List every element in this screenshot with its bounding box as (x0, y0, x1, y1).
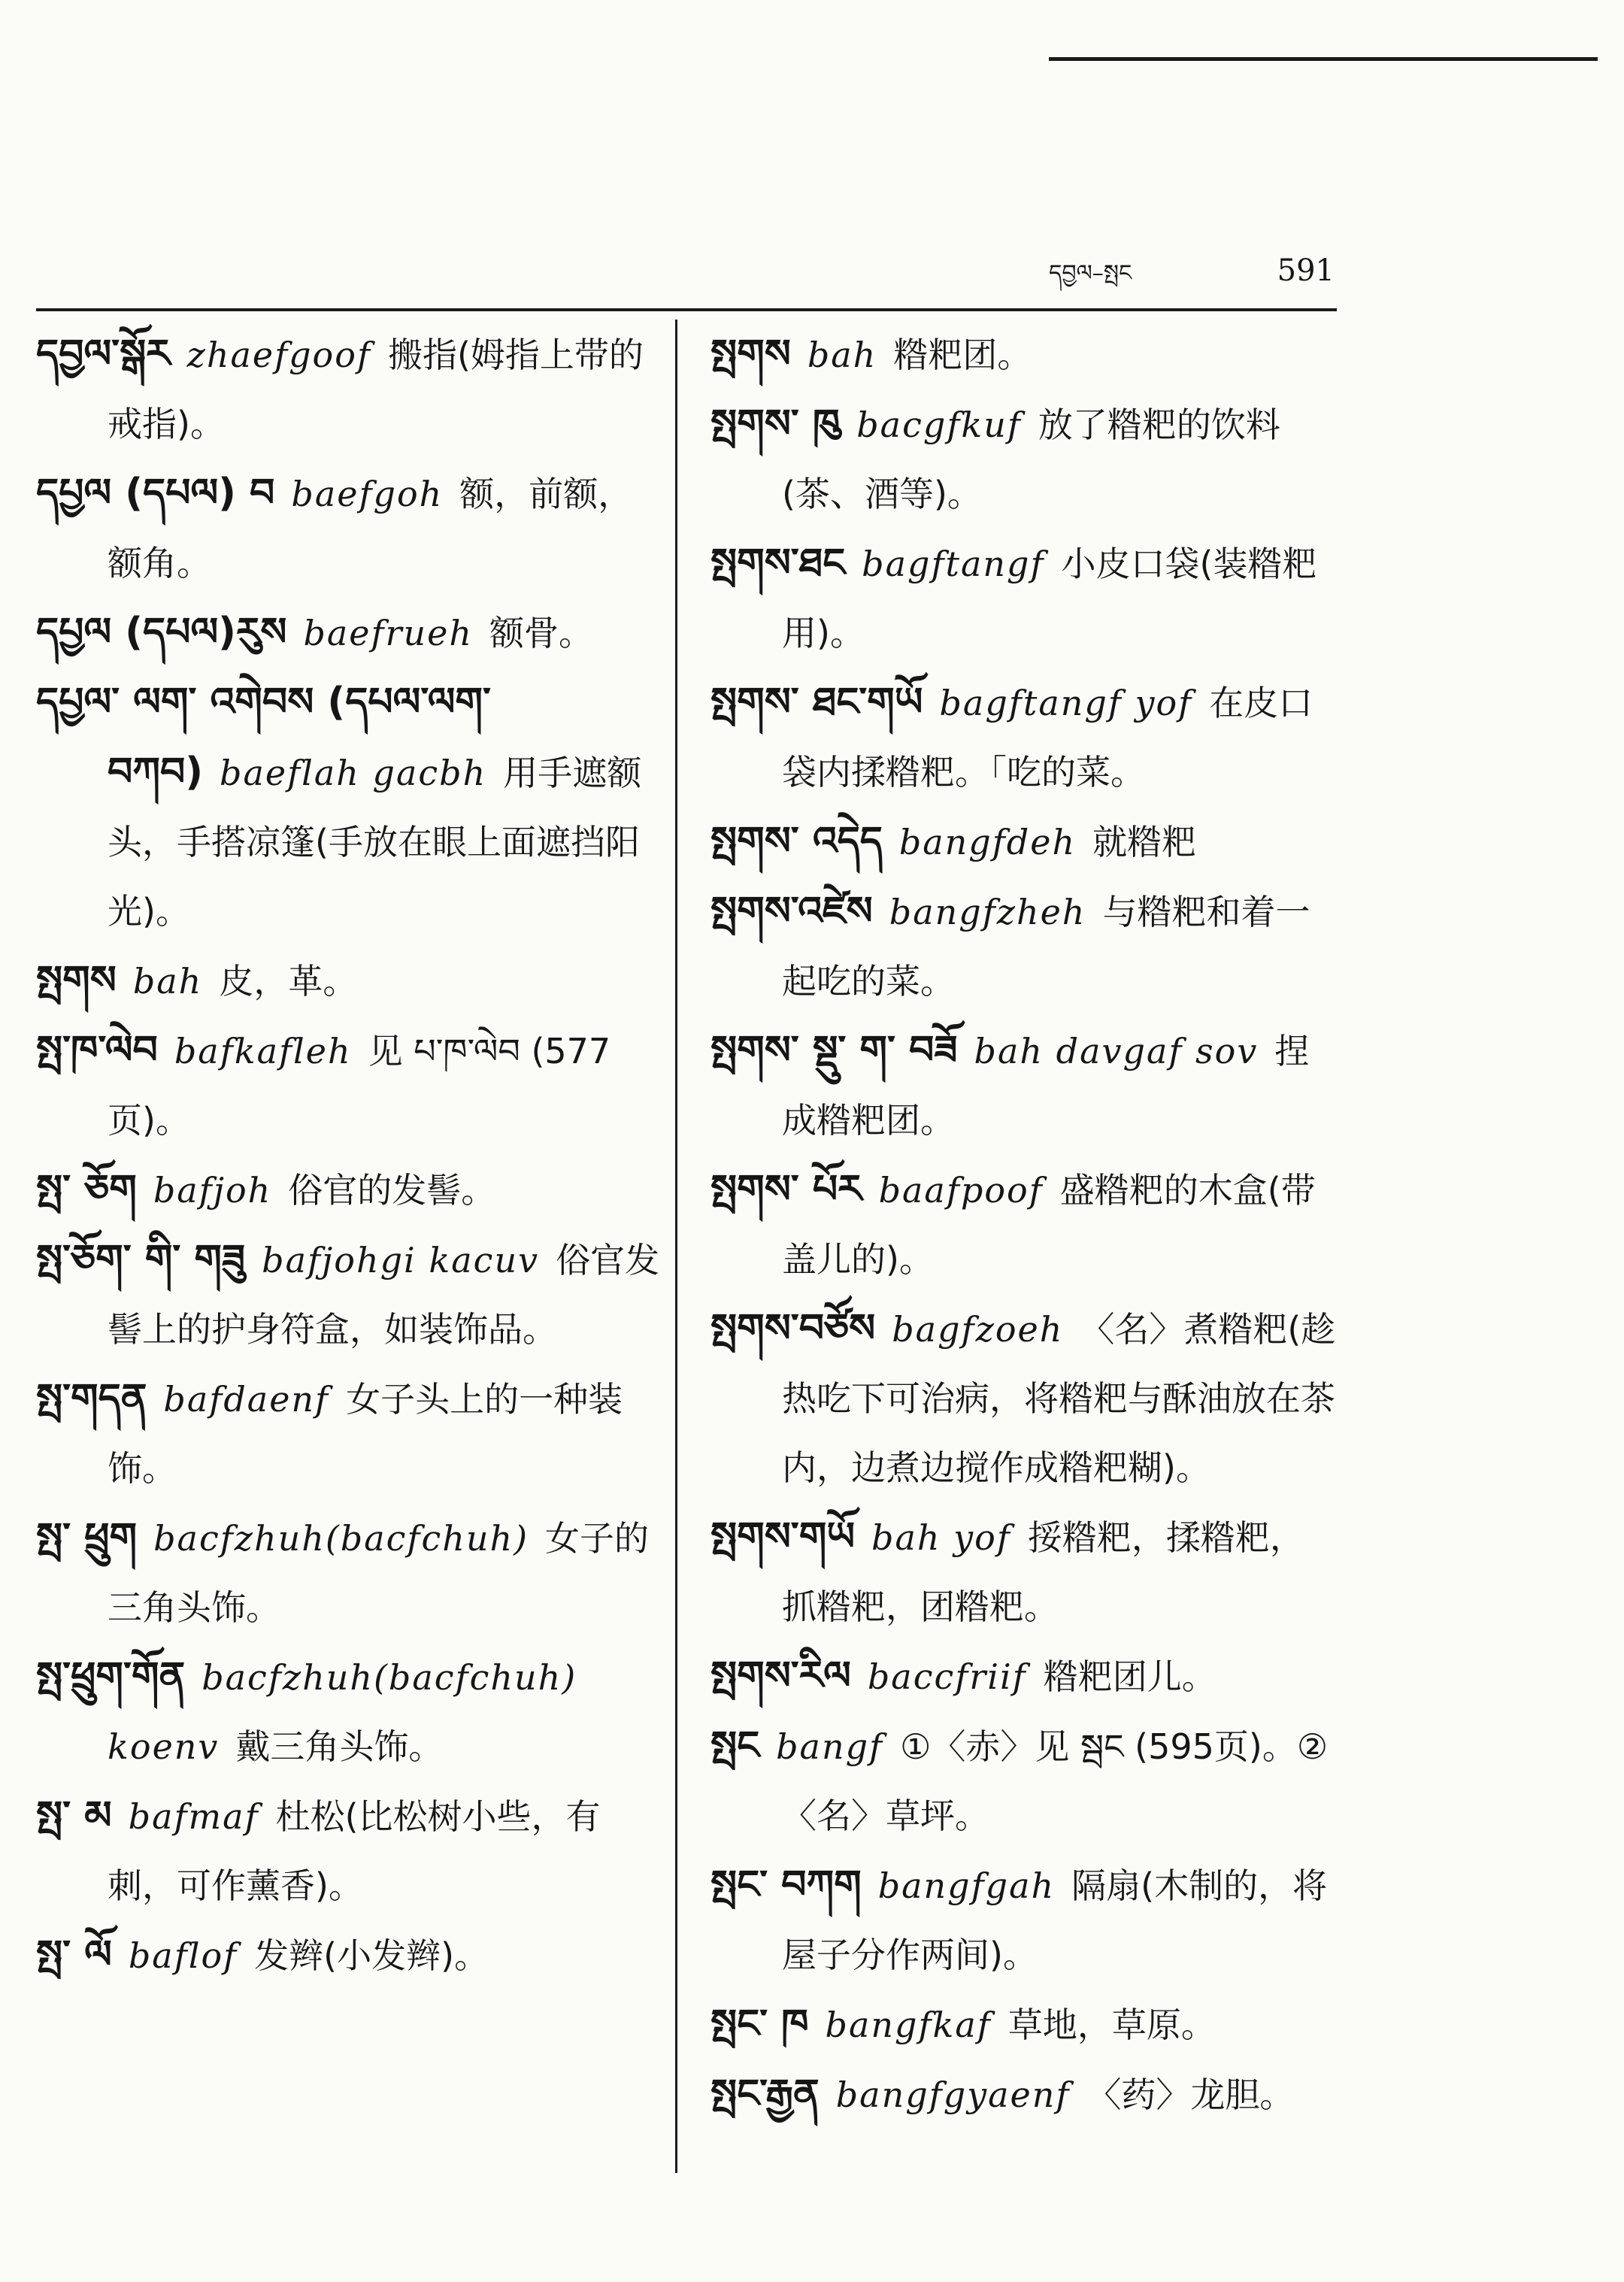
entry-definition: 用手遮额头，手搭凉篷(手放在眼上面遮挡阳光)。 (108, 753, 642, 932)
entry-romanization: bangfgah (877, 1865, 1056, 1906)
entry-definition: 在皮口袋内揉糌粑。「吃的菜。 (782, 683, 1313, 792)
entry-tibetan: སྤང (710, 1723, 760, 1768)
dictionary-entry (710, 668, 1338, 807)
dictionary-entry (36, 946, 660, 1016)
entry-romanization: bangfkaf (825, 2005, 992, 2045)
dictionary-entry (710, 529, 1338, 668)
page-number: 591 (1277, 253, 1335, 288)
entry-romanization: bafjohgi kacuv (262, 1240, 540, 1280)
entry-tibetan: སྤ་ ཕྲུག (36, 1515, 138, 1560)
entry-tibetan: དཔྱལ་ ལག་ འགེབས (དཔལ་ལག་བཀབ) (36, 680, 491, 795)
dictionary-entry (710, 2059, 1338, 2129)
entry-romanization: baafpoof (878, 1170, 1044, 1211)
entry-definition: 就糌粑 (1092, 822, 1197, 862)
dictionary-entry (710, 1155, 1338, 1294)
dictionary-entry (36, 1642, 660, 1781)
dictionary-entry (36, 1155, 660, 1225)
top-rule (1049, 57, 1598, 61)
dictionary-entry (710, 1711, 1338, 1850)
entry-definition: 盛糌粑的木盒(带盖儿的)。 (782, 1170, 1316, 1280)
entry-tibetan: དབྱལ་སྒོར (36, 332, 171, 377)
entry-tibetan: སྤགས་རིལ (710, 1653, 851, 1699)
entry-tibetan: སྤ་ མ (36, 1793, 112, 1838)
entry-definition: 发辫(小发辫)。 (254, 1935, 489, 1976)
entry-definition: 见 པ་ཁ་ལེབ (577页)。 (108, 1031, 611, 1141)
column-divider (675, 320, 677, 2173)
entry-tibetan: སྤགས (36, 958, 117, 1003)
entry-romanization: baccfriif (867, 1656, 1027, 1697)
entry-romanization: bah (807, 335, 877, 375)
entry-tibetan: སྤགས་ཐང (710, 541, 846, 586)
entry-definition: 〈药〉龙胆。 (1086, 2074, 1295, 2115)
entry-romanization: bagfzoeh (892, 1309, 1064, 1350)
entry-definition: 放了糌粑的饮料(茶、酒等)。 (782, 405, 1280, 514)
dictionary-entry (36, 1920, 660, 1990)
dictionary-entry (710, 1641, 1338, 1711)
entry-definition: 与糌粑和着一起吃的菜。 (782, 892, 1310, 1002)
dictionary-entry (36, 1225, 660, 1364)
dictionary-entry (710, 877, 1338, 1016)
entry-romanization: baflof (128, 1935, 238, 1976)
dictionary-entry (36, 1781, 660, 1920)
entry-romanization: bah yof (871, 1517, 1011, 1558)
entry-definition: 戴三角头饰。 (235, 1726, 444, 1767)
entry-definition: 隔扇(木制的，将屋子分作两间)。 (782, 1865, 1328, 1975)
entry-romanization: bagftangf (862, 544, 1045, 584)
entry-tibetan: སྤགས་འཛེས (710, 889, 873, 934)
entry-romanization: baeflah gacbh (220, 753, 487, 793)
entry-tibetan: སྤགས་ ཐང་གཡོ (710, 680, 923, 725)
entry-tibetan: སྤང་ ཁ (710, 2002, 809, 2047)
dictionary-entry (36, 459, 660, 598)
dictionary-entry (36, 598, 660, 668)
entry-tibetan: སྤགས་ པོར (710, 1167, 862, 1212)
entry-tibetan: སྤགས (710, 332, 791, 377)
entry-romanization: zhaefgoof (186, 335, 371, 375)
dictionary-entry (710, 1502, 1338, 1641)
entry-romanization: bah (132, 961, 203, 1002)
entry-romanization: baefrueh (303, 613, 474, 653)
entry-definition: ①〈赤〉见 སྦང (595页)。②〈名〉草坪。 (782, 1726, 1329, 1836)
left-column (36, 320, 660, 1990)
entry-definition: 额骨。 (489, 613, 594, 653)
entry-definition: 糌粑团。 (893, 335, 1032, 375)
entry-definition: 搬指(姆指上带的戒指)。 (108, 335, 644, 444)
entry-definition: 糌粑团儿。 (1043, 1656, 1216, 1697)
entry-tibetan: སྤགས་ འདེད (710, 819, 883, 864)
entry-tibetan: སྤ་ ཅོག (36, 1167, 137, 1212)
entry-romanization: baefgoh (291, 474, 444, 514)
entry-romanization: bangfzheh (889, 892, 1086, 932)
right-column (710, 320, 1338, 2129)
dictionary-entry (710, 320, 1338, 389)
entry-tibetan: སྤ་གདན (36, 1376, 147, 1421)
entry-tibetan: དཔྱལ (དཔལ)རུས (36, 610, 287, 655)
dictionary-entry (36, 1364, 660, 1503)
header-rule (36, 308, 1337, 311)
header-range: དབྱལ–སྤང (1049, 260, 1132, 286)
dictionary-entry (710, 807, 1338, 877)
entry-tibetan: སྤང་ བཀག (710, 1862, 862, 1908)
entry-tibetan: སྤ་ཅོག་ གི་ གཟུ (36, 1237, 246, 1282)
dictionary-entry (36, 1503, 660, 1642)
entry-definition: 皮，革。 (219, 961, 358, 1002)
entry-romanization: bafmaf (128, 1796, 259, 1837)
entry-tibetan: སྤགས་གཡོ (710, 1514, 856, 1559)
dictionary-entry (36, 320, 660, 459)
dictionary-entry (710, 389, 1338, 529)
entry-romanization: bagftangf yof (939, 683, 1193, 723)
dictionary-entry (36, 1016, 660, 1155)
entry-definition: 杜松(比松树小些，有刺，可作薰香)。 (108, 1796, 601, 1906)
entry-definition: 女子的三角头饰。 (108, 1518, 650, 1628)
entry-tibetan: སྤ་ཕྲུག་གོན (36, 1654, 186, 1699)
entry-definition: 俗官的发髻。 (288, 1170, 496, 1211)
dictionary-entry (36, 668, 660, 946)
entry-romanization: bangfdeh (898, 822, 1077, 862)
entry-romanization: bafkafleh (174, 1031, 352, 1071)
entry-tibetan: སྤང་རྒྱན (710, 2071, 820, 2117)
dictionary-entry (710, 1850, 1338, 1990)
entry-tibetan: སྤ་ཁ་ལེབ (36, 1028, 158, 1073)
entry-tibetan: དཔྱལ (དཔལ) བ (36, 471, 275, 516)
dictionary-entry (710, 1294, 1338, 1502)
dictionary-entry (710, 1016, 1338, 1155)
entry-romanization: bangf (776, 1726, 884, 1767)
entry-romanization: bacgfkuf (856, 405, 1022, 445)
entry-romanization: bafjoh (153, 1170, 272, 1211)
entry-romanization: bacfzhuh(bacfchuh) koenv (108, 1657, 577, 1767)
entry-romanization: bah davgaf sov (974, 1031, 1259, 1071)
entry-definition: 草地，草原。 (1007, 2005, 1216, 2045)
entry-definition: 女子头上的一种装饰。 (108, 1379, 623, 1489)
entry-romanization: bacfzhuh(bacfchuh) (153, 1518, 529, 1559)
entry-definition: 捏成糌粑团。 (782, 1031, 1310, 1141)
entry-definition: 额，前额，额角。 (108, 474, 633, 583)
dictionary-entry (710, 1990, 1338, 2059)
entry-definition: 挼糌粑，揉糌粑，抓糌粑，团糌粑。 (782, 1517, 1304, 1627)
entry-tibetan: སྤགས་ སྡུ་ ག་ བཟོ (710, 1028, 958, 1073)
entry-romanization: bafdaenf (163, 1379, 330, 1420)
entry-definition: 俗官发髻上的护身符盒，如装饰品。 (108, 1240, 660, 1350)
entry-tibetan: སྤ་ ལོ (36, 1932, 112, 1977)
entry-tibetan: སྤགས་བཙོས (710, 1306, 876, 1351)
entry-romanization: bangfgyaenf (835, 2074, 1071, 2115)
entry-tibetan: སྤགས་ ཁུ (710, 402, 841, 447)
running-header (1049, 248, 1335, 293)
entry-definition: 〈名〉煮糌粑(趁热吃下可治病，将糌粑与酥油放在茶内，边煮边搅作成糌粑糊)。 (782, 1309, 1336, 1488)
entry-definition: 小皮口袋(装糌粑用)。 (782, 544, 1317, 653)
